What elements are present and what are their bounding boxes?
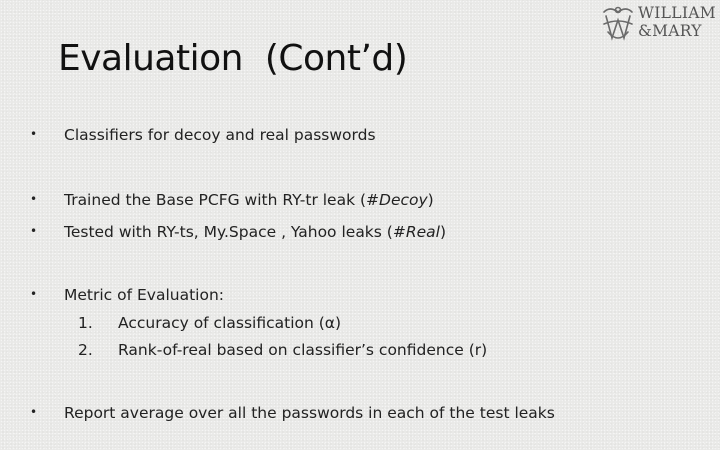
sub-list-text: Accuracy of classification (α) [118, 314, 342, 332]
bullet-classifiers [28, 126, 376, 144]
bullet-icon: • [30, 405, 38, 419]
slide-title: Evaluation (Cont’d) [58, 38, 408, 79]
bullet-tested [28, 223, 446, 241]
sub-list-number: 2. [78, 341, 93, 359]
logo-text-mary: &MARY [638, 22, 702, 40]
bullet-icon: • [30, 224, 38, 238]
bullet-emphasis: #Decoy [366, 191, 428, 209]
sub-list-number: 1. [78, 314, 93, 332]
bullet-text: Metric of Evaluation: [64, 286, 224, 304]
bullet-report [28, 404, 555, 422]
cypher-emblem-icon [598, 2, 638, 46]
bullet-text-end: ) [439, 223, 447, 241]
bullet-text-end: ) [427, 191, 434, 209]
bullet-text: Tested with RY-ts, My.Space , Yahoo leaks ( [64, 223, 393, 241]
sub-list-text: Rank-of-real based on classifier’s confidence (r) [118, 341, 488, 359]
bullet-metric [28, 286, 224, 304]
bullet-text: Report average over all the passwords in each of the test leaks [64, 404, 555, 422]
bullet-text: Trained the Base PCFG with RY-tr leak ( [64, 191, 367, 209]
bullet-icon: • [30, 192, 38, 206]
sub-list-item [78, 314, 341, 332]
sub-list-item [78, 341, 487, 359]
bullet-emphasis: #Real [392, 223, 440, 241]
bullet-icon: • [30, 127, 38, 141]
william-mary-logo [598, 2, 718, 46]
logo-text-william: WILLIAM [638, 4, 716, 22]
bullet-trained [28, 191, 434, 209]
bullet-icon: • [30, 287, 38, 301]
bullet-text: Classifiers for decoy and real passwords [64, 126, 376, 144]
